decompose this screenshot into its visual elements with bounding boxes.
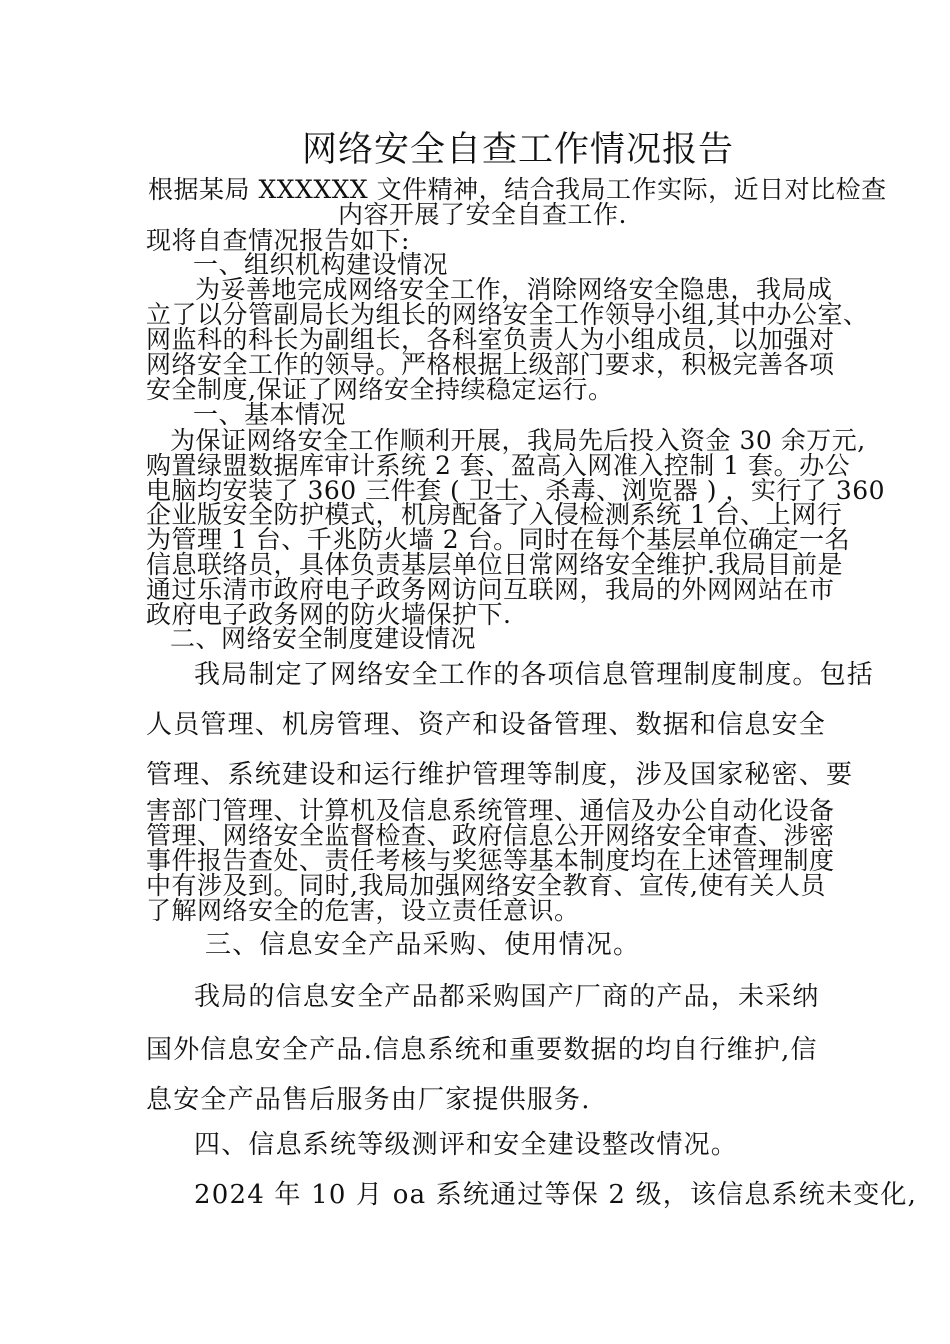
paragraph-line: 立了以分管副局长为组长的网络安全工作领导小组,其中办公室、 — [146, 300, 869, 329]
paragraph-line: 网监科的科长为副组长，各科室负责人为小组成员，以加强对 — [146, 325, 835, 354]
document-title: 网络安全自查工作情况报告 — [302, 130, 735, 170]
paragraph-line: 通过乐清市政府电子政务网访问互联网，我局的外网网站在市 — [146, 575, 835, 604]
paragraph-line: 信息联络员，具体负责基层单位日常网络安全维护.我局目前是 — [146, 550, 843, 579]
paragraph-line: 息安全产品售后服务由厂家提供服务. — [146, 1085, 591, 1115]
paragraph-line: 为管理 1 台、千兆防火墙 2 台。同时在每个基层单位确定一名 — [146, 525, 851, 554]
paragraph-line: 为保证网络安全工作顺利开展，我局先后投入资金 30 余万元, — [170, 426, 866, 455]
paragraph-line: 国外信息安全产品.信息系统和重要数据的均自行维护,信 — [146, 1035, 818, 1065]
paragraph-line: 人员管理、机房管理、资产和设备管理、数据和信息安全 — [146, 710, 827, 740]
paragraph-line: 网络安全工作的领导。严格根据上级部门要求，积极完善各项 — [146, 350, 835, 379]
section-heading: 一、组织机构建设情况 — [193, 250, 449, 279]
paragraph-line: 政府电子政务网的防火墙保护下. — [146, 600, 512, 629]
paragraph-line: 中有涉及到。同时,我局加强网络安全教育、宣传,使有关人员 — [146, 871, 826, 900]
paragraph-line: 电脑均安装了 360 三件套 ( 卫士、杀毒、浏览器 ) ，实行了 360 — [146, 476, 886, 505]
section-heading: 四、信息系统等级测评和安全建设整改情况。 — [194, 1130, 739, 1160]
paragraph-line: 安全制度,保证了网络安全持续稳定运行。 — [146, 375, 614, 404]
paragraph-line: 事件报告查处、责任考核与奖惩等基本制度均在上述管理制度 — [146, 846, 835, 875]
section-heading: 一、基本情况 — [193, 400, 347, 429]
paragraph-line: 企业版安全防护模式，机房配备了入侵检测系统 1 台、上网行 — [146, 500, 843, 529]
paragraph-line: 了解网络安全的危害，设立责任意识。 — [146, 896, 580, 925]
intro-line: 现将自查情况报告如下: — [146, 226, 410, 255]
paragraph-line: 我局制定了网络安全工作的各项信息管理制度制度。包括 — [194, 660, 875, 690]
paragraph-line: 2024 年 10 月 oa 系统通过等保 2 级，该信息系统未变化, — [194, 1180, 918, 1210]
paragraph-line: 我局的信息安全产品都采购国产厂商的产品，未采纳 — [194, 982, 820, 1012]
paragraph-line: 害部门管理、计算机及信息系统管理、通信及办公自动化设备 — [146, 796, 835, 825]
paragraph-line: 管理、系统建设和运行维护管理等制度，涉及国家秘密、要 — [146, 760, 854, 790]
intro-line: 根据某局 XXXXXX 文件精神，结合我局工作实际，近日对比检查 — [148, 175, 887, 204]
paragraph-line: 管理、网络安全监督检查、政府信息公开网络安全审查、涉密 — [146, 821, 835, 850]
paragraph-line: 购置绿盟数据库审计系统 2 套、盈高入网准入控制 1 套。办公 — [146, 451, 851, 480]
paragraph-line: 为妥善地完成网络安全工作，消除网络安全隐患，我局成 — [195, 275, 833, 304]
section-heading: 三、信息安全产品采购、使用情况。 — [205, 930, 641, 960]
section-heading: 二、网络安全制度建设情况 — [170, 624, 477, 653]
intro-line: 内容开展了安全自查工作. — [338, 200, 627, 229]
